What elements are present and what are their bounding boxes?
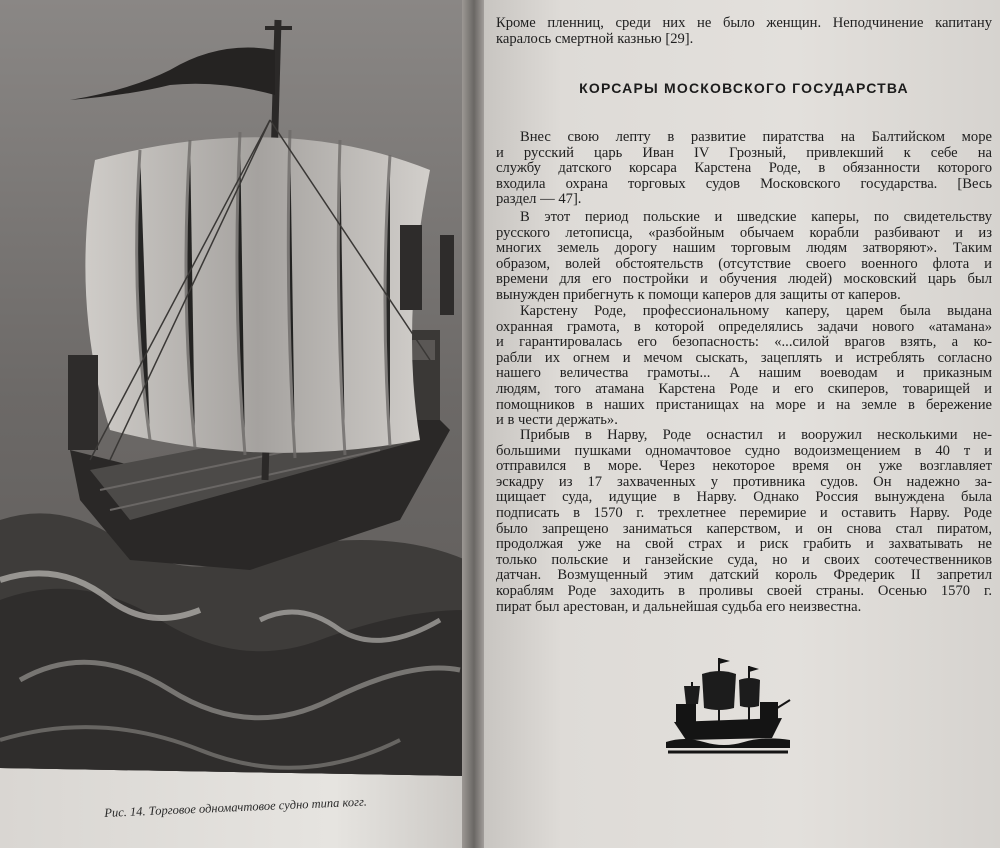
text-line: датчан. Возмущенный этим датский король Фредерик II запретил xyxy=(496,567,992,584)
text-line: рабли их огнем и мечом сыскать, зацеплять и истреблять согласно xyxy=(496,349,992,366)
text-line: вынужден прибегнуть к помощи каперов для защиты от каперов. xyxy=(496,286,901,303)
text-line: Прибыв в Нарву, Роде оснастил и вооружил несколькими не- xyxy=(520,427,992,443)
left-page xyxy=(0,0,478,848)
continued-text xyxy=(496,16,992,47)
paragraph-1 xyxy=(496,130,992,208)
ship-vignette-icon xyxy=(664,652,792,756)
text-line: и русский царь Иван IV Грозный, привлекший к себе на xyxy=(496,144,992,161)
cog-ship-illustration xyxy=(0,0,466,800)
text-line: русского летописца, «разбойным обычаем корабли разбивают и из xyxy=(496,224,992,241)
text-line: было запрещено заниматься каперством, и он снова стал пиратом, xyxy=(496,520,992,537)
text-line: и в чести держать». xyxy=(496,412,618,429)
text-line: помощников в наших пристанищах на море и на земле в бережение xyxy=(496,396,992,413)
text-line: и гарантировалась его безопасность: «...силой врагов взять, а ко- xyxy=(496,334,992,351)
text-line: Внес свою лепту в развитие пиратства на Балтийском море xyxy=(520,129,992,145)
text-line: Кроме пленниц, среди них не было женщин. Неподчинение капитану xyxy=(496,15,992,31)
text-line: большими пушками одномачтовое судно водоизмещением в 40 т и xyxy=(496,442,992,459)
text-line: Карстену Роде, профессиональному каперу, царем была выдана xyxy=(520,303,992,319)
text-line: отправился в море. Через некоторое время он уже возглавляет xyxy=(496,458,992,475)
ship-ornament xyxy=(664,652,792,756)
text-line: продолжая уже на свой страх и риск грабить и захватывать не xyxy=(496,536,992,553)
right-page xyxy=(484,0,1000,848)
chapter-title: КОРСАРЫ МОСКОВСКОГО ГОСУДАРСТВА xyxy=(579,80,909,96)
text-line: раздел — 47]. xyxy=(496,191,582,208)
text-line: щищает суда, идущие в Нарву. Однако Россия вынуждена была xyxy=(496,489,992,506)
paragraph-2 xyxy=(496,210,992,304)
text-line: кораблям Роде заходить в проливы своей страны. Осенью 1570 г. xyxy=(496,582,992,599)
text-line: нашего величества грамоты... А нашим воеводам и приказным xyxy=(496,365,992,382)
text-line: образом, волей обстоятельств (отсутствие своего военного флота и xyxy=(496,255,992,272)
figure-caption: Рис. 14. Торговое одномачтовое судно типа когг. xyxy=(104,794,368,820)
text-line: людям, того атамана Карстена Роде и его скиперов, товарищей и xyxy=(496,380,992,397)
text-line: пират был арестован, и дальнейшая судьба его неизвестна. xyxy=(496,598,862,615)
text-line: охранная грамота, в которой определялись задачи нового «атамана» xyxy=(496,318,992,335)
text-line: многих земель дорогу нашим торговым людям затворяют». Таким xyxy=(496,240,992,257)
text-line: времени для его постройки и обучения людей) московский царь был xyxy=(496,271,992,288)
text-line: эскадру из 17 захваченных у противника судов. Он надежно за- xyxy=(496,473,992,490)
paragraph-3 xyxy=(496,304,992,429)
text-line: каралось смертной казнью [29]. xyxy=(496,30,694,47)
text-line: В этот период польские и шведские каперы, по свидетельству xyxy=(520,209,992,225)
ship-drawing xyxy=(0,0,466,800)
paragraph-4 xyxy=(496,428,992,615)
text-line: только польские и ганзейские суда, но и своих соотечественников xyxy=(496,551,992,568)
text-line: службу датского корсара Карстена Роде, в обязанности которого xyxy=(496,160,992,177)
text-line: подписать в 1570 г. трехлетнее перемирие и оставить Нарву. Роде xyxy=(496,504,992,521)
text-line: входила охрана торговых судов Московского государства. [Весь xyxy=(496,175,992,192)
